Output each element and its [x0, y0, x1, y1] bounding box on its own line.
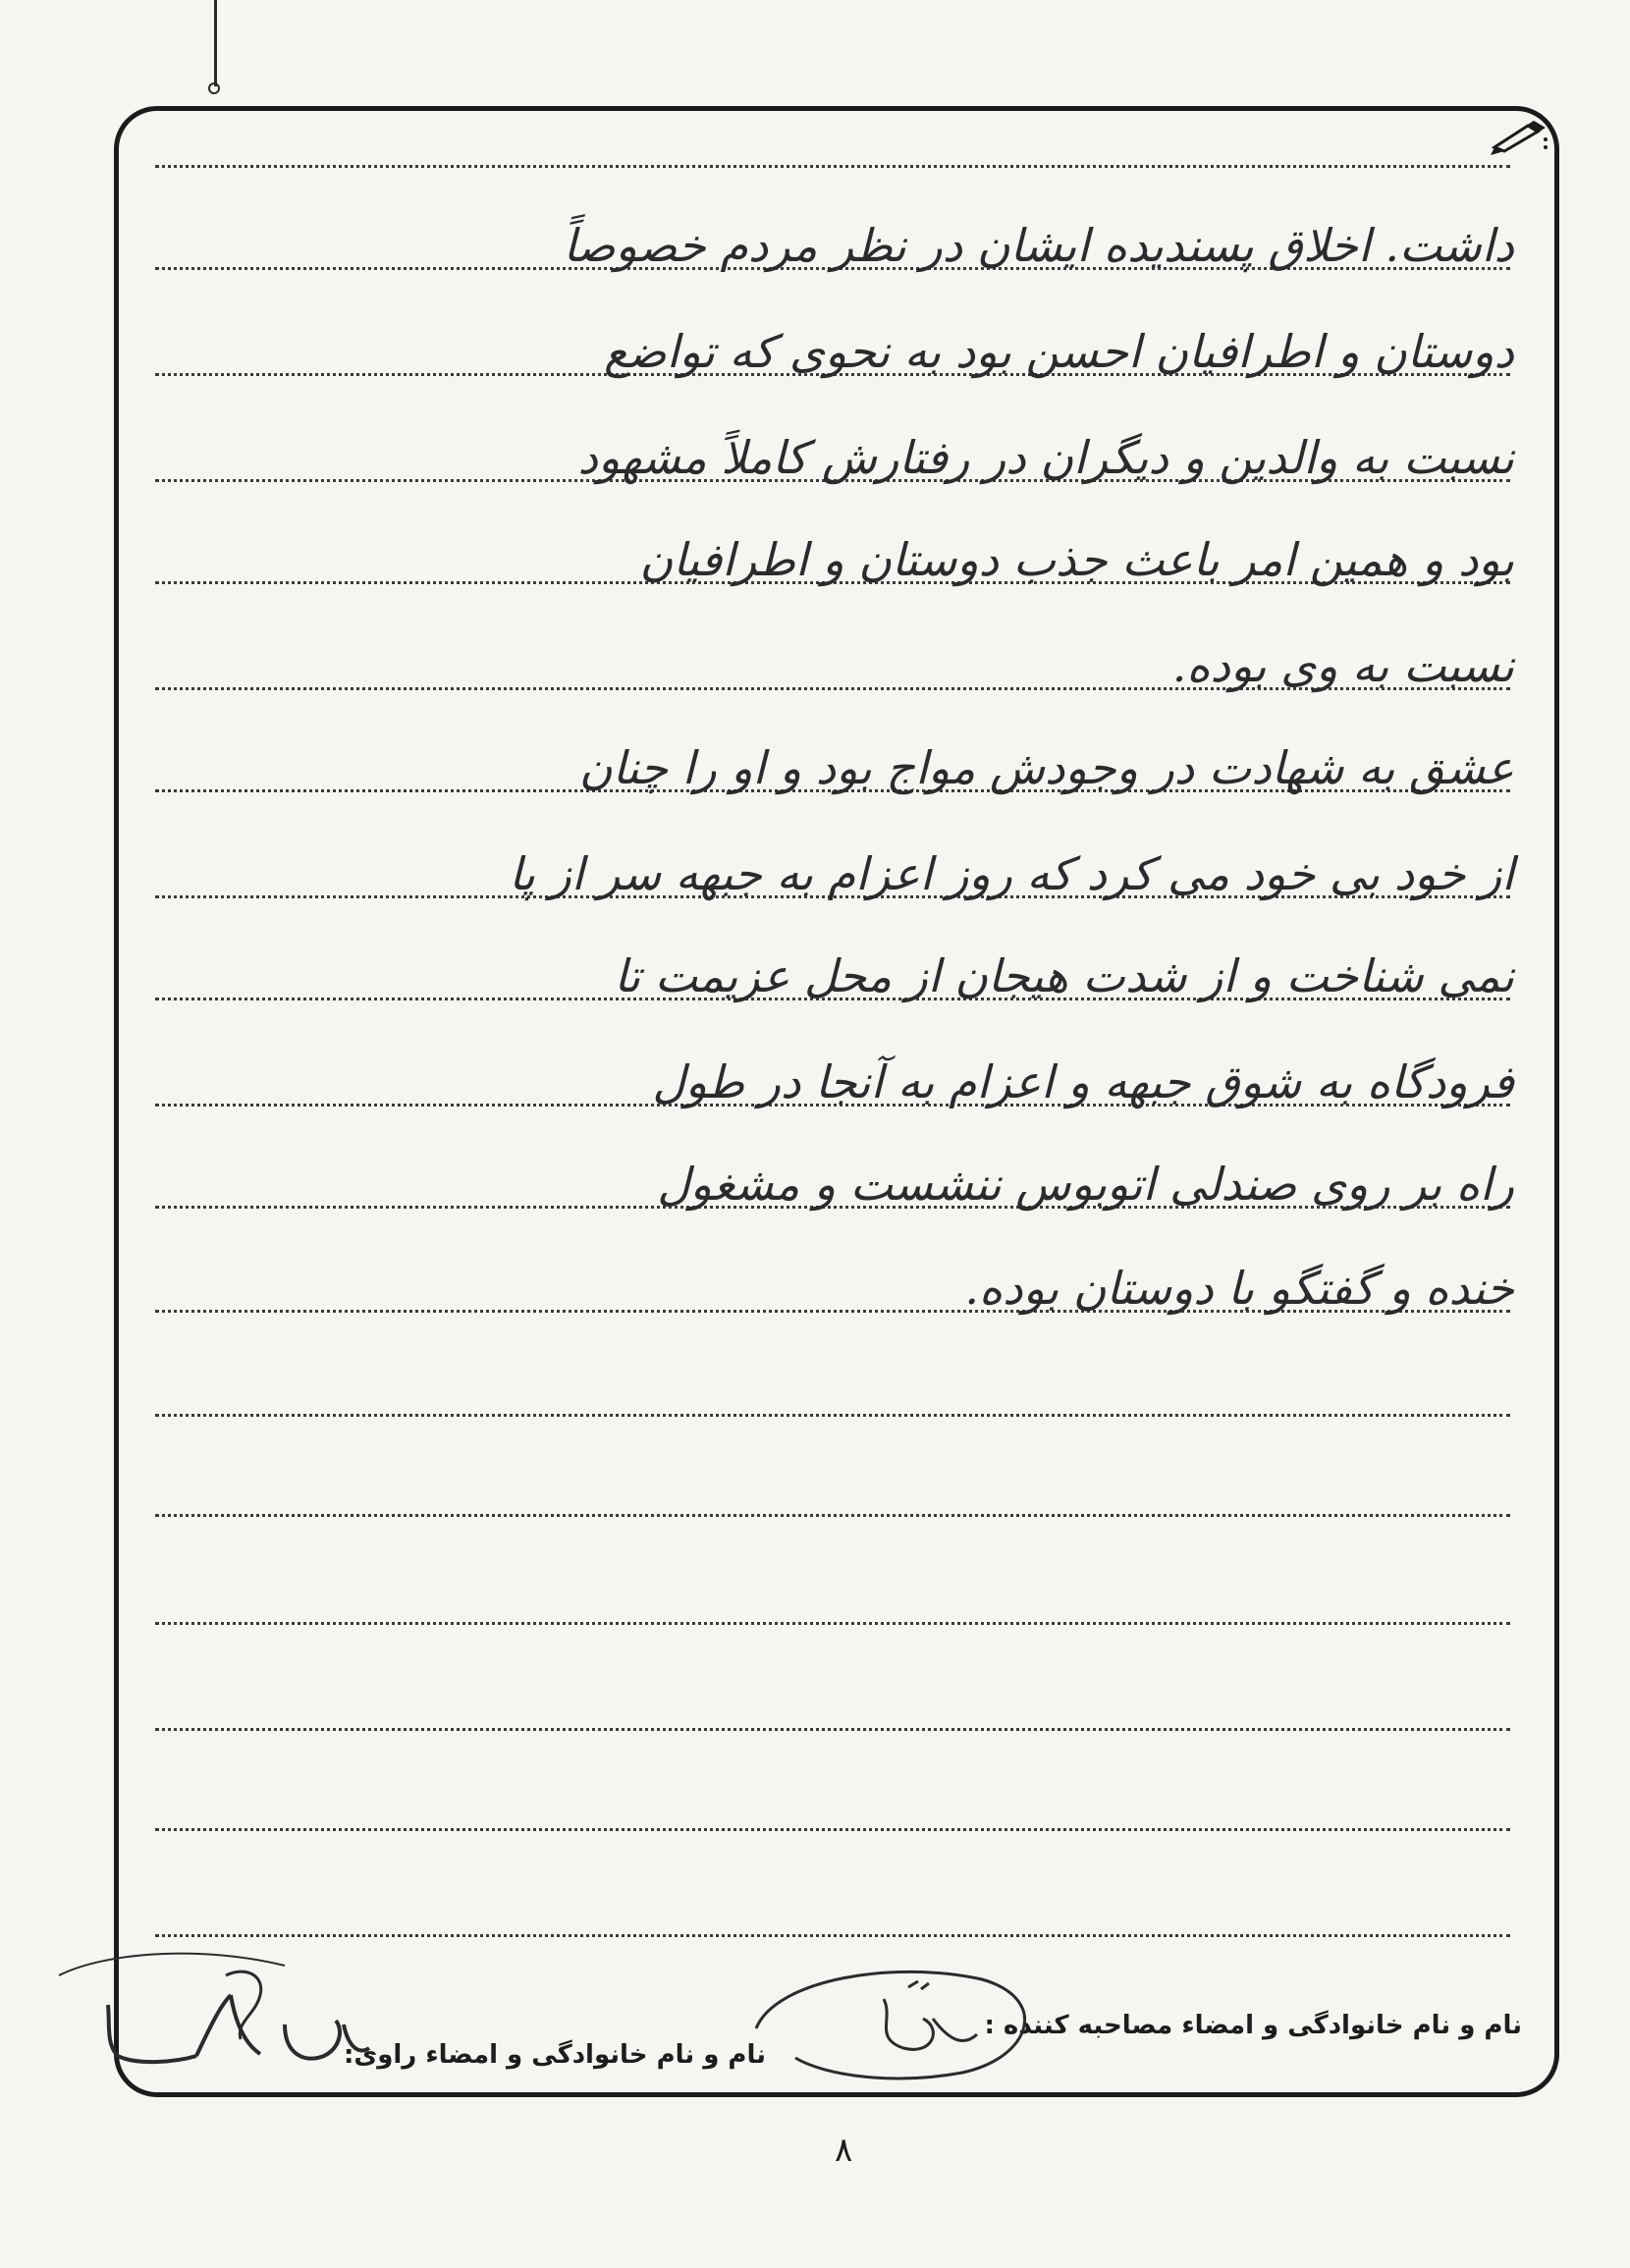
handwritten-line: خنده و گفتگو با دوستان بوده. [964, 1262, 1514, 1315]
narrator-signature [49, 1946, 373, 2093]
handwritten-line: بود و همین امر باعث جذب دوستان و اطرافیان [639, 533, 1514, 586]
handwritten-line: نمی شناخت و از شدت هیجان از محل عزیمت تا [614, 949, 1514, 1002]
binder-line [214, 0, 217, 86]
handwritten-line: فرودگاه به شوق جبهه و اعزام به آنجا در طول [652, 1055, 1514, 1108]
ruled-line [155, 1828, 1510, 1831]
handwritten-line: داشت. اخلاق پسندیده ایشان در نظر مردم خصوصاً [563, 219, 1514, 272]
narrator-label: نام و نام خانوادگی و امضاء راوی: [344, 2040, 766, 2070]
handwritten-line: دوستان و اطرافیان احسن بود به نحوی که تواضع [604, 325, 1514, 378]
ruled-line [155, 1414, 1510, 1417]
handwritten-line: نسبت به وی بوده. [1171, 639, 1514, 692]
ruled-line [155, 1934, 1510, 1937]
page-number: ۸ [835, 2131, 853, 2170]
handwritten-line: از خود بی خود می کرد که روز اعزام به جبهه سر از پا [509, 847, 1514, 900]
pen-writing-icon [1489, 118, 1548, 157]
interviewer-label: نام و نام خانوادگی و امضاء مصاحبه کننده : [984, 2011, 1522, 2040]
ruled-line [155, 165, 1510, 168]
signature-footer [59, 1973, 1522, 2081]
ruled-line [155, 1622, 1510, 1625]
handwritten-line: راه بر روی صندلی اتوبوس ننشست و مشغول [657, 1158, 1514, 1211]
binder-hole [208, 82, 220, 94]
ruled-line [155, 1514, 1510, 1517]
handwritten-line: عشق به شهادت در وجودش مواج بود و او را چنان [578, 741, 1514, 794]
interviewer-signature [736, 1960, 1051, 2087]
handwritten-line: نسبت به والدین و دیگران در رفتارش کاملاً مشهود [577, 431, 1514, 484]
ruled-line [155, 1728, 1510, 1731]
